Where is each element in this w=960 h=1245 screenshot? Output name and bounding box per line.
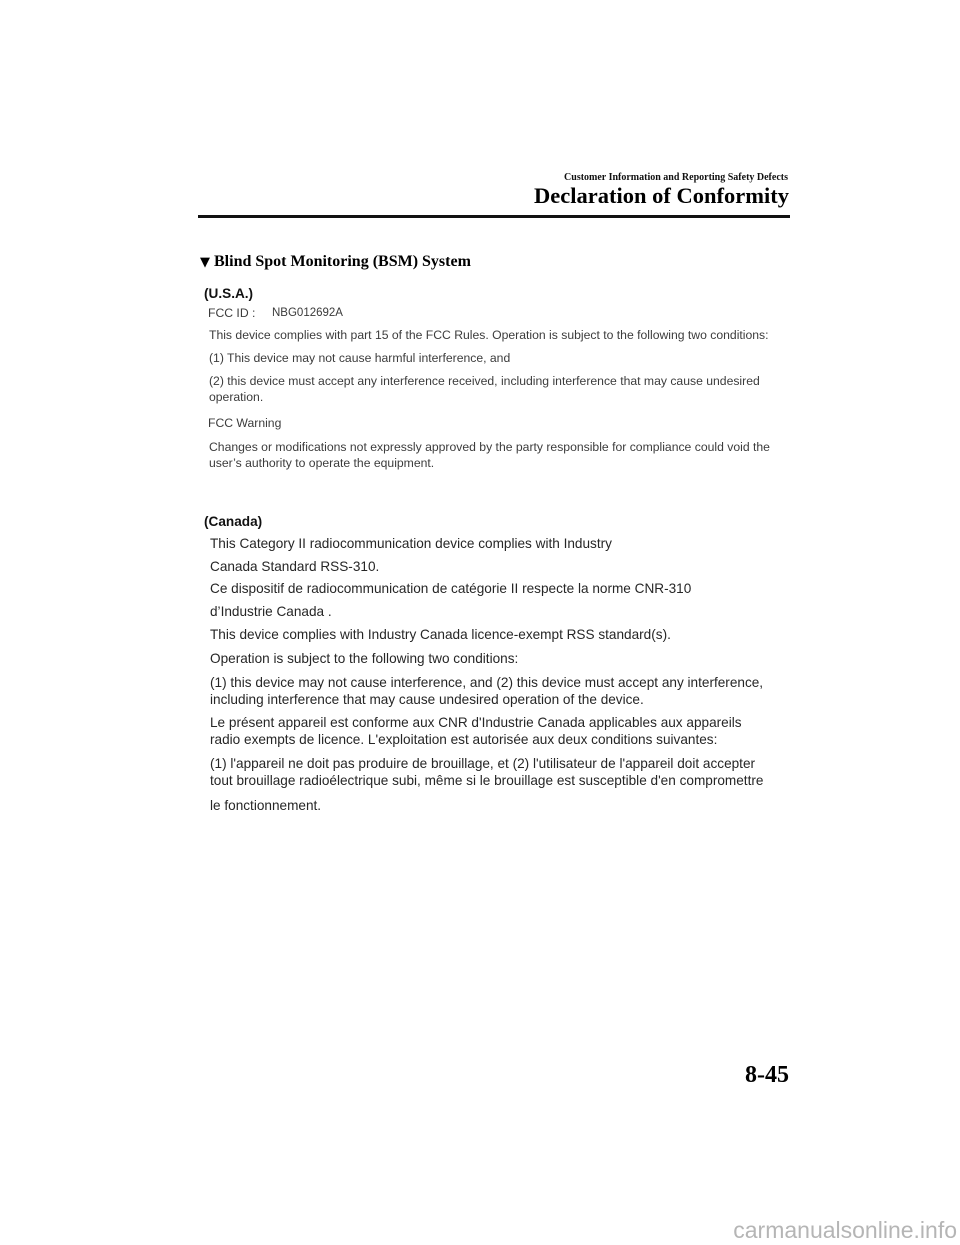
fcc-warning-line: user’s authority to operate the equipment. [209, 456, 435, 470]
fcc-statement-line: operation. [209, 390, 264, 404]
fcc-statement-line: (2) this device must accept any interference received, including interference that may cause undesired [209, 374, 760, 388]
canada-label: (Canada) [204, 514, 263, 529]
canada-text-line: Ce dispositif de radiocommunication de catégorie II respecte la norme CNR-310 [210, 581, 692, 596]
watermark: carmanualsonline.info [733, 1217, 957, 1243]
canada-text-line: d’Industrie Canada . [210, 604, 332, 619]
usa-label: (U.S.A.) [204, 286, 254, 301]
canada-text-line: (1) l'appareil ne doit pas produire de brouillage, et (2) l'utilisateur de l'appareil doit accepter [210, 756, 756, 771]
canada-text-line: Canada Standard RSS-310. [210, 559, 380, 574]
canada-text-line: This Category II radiocommunication device complies with Industry [210, 536, 612, 551]
chapter-title: Declaration of Conformity [534, 183, 789, 208]
fcc-id-value: NBG012692A [272, 307, 343, 319]
fcc-id-label: FCC ID : [208, 306, 256, 320]
canada-text-line: Operation is subject to the following two conditions: [210, 651, 519, 666]
fcc-statement-line: (1) This device may not cause harmful interference, and [209, 351, 511, 365]
section-heading [200, 252, 471, 273]
page-number: 8-45 [745, 1062, 789, 1088]
canada-text-line: le fonctionnement. [210, 798, 322, 813]
fcc-statement-line: This device complies with part 15 of the FCC Rules. Operation is subject to the following two conditions: [209, 328, 769, 342]
fcc-warning-title: FCC Warning [208, 416, 282, 430]
triangle-down-icon: ▼ [200, 255, 210, 270]
fcc-warning-line: Changes or modifications not expressly approved by the party responsible for compliance could void the [209, 440, 770, 454]
canada-text-line: tout brouillage radioélectrique subi, même si le brouillage est susceptible d'en compromettre [210, 773, 764, 788]
canada-text-line: including interference that may cause undesired operation of the device. [210, 692, 644, 707]
canada-text-line: This device complies with Industry Canada licence-exempt RSS standard(s). [210, 627, 671, 642]
header-section-title: Customer Information and Reporting Safety Defects [564, 172, 788, 183]
section-heading-text: Blind Spot Monitoring (BSM) System [214, 253, 471, 270]
canada-text-line: radio exempts de licence. L'exploitation est autorisée aux deux conditions suivantes: [210, 732, 718, 747]
canada-text-line: (1) this device may not cause interference, and (2) this device must accept any interference, [210, 675, 764, 690]
header-rule [198, 215, 790, 218]
canada-text-line: Le présent appareil est conforme aux CNR d'Industrie Canada applicables aux appareils [210, 715, 742, 730]
